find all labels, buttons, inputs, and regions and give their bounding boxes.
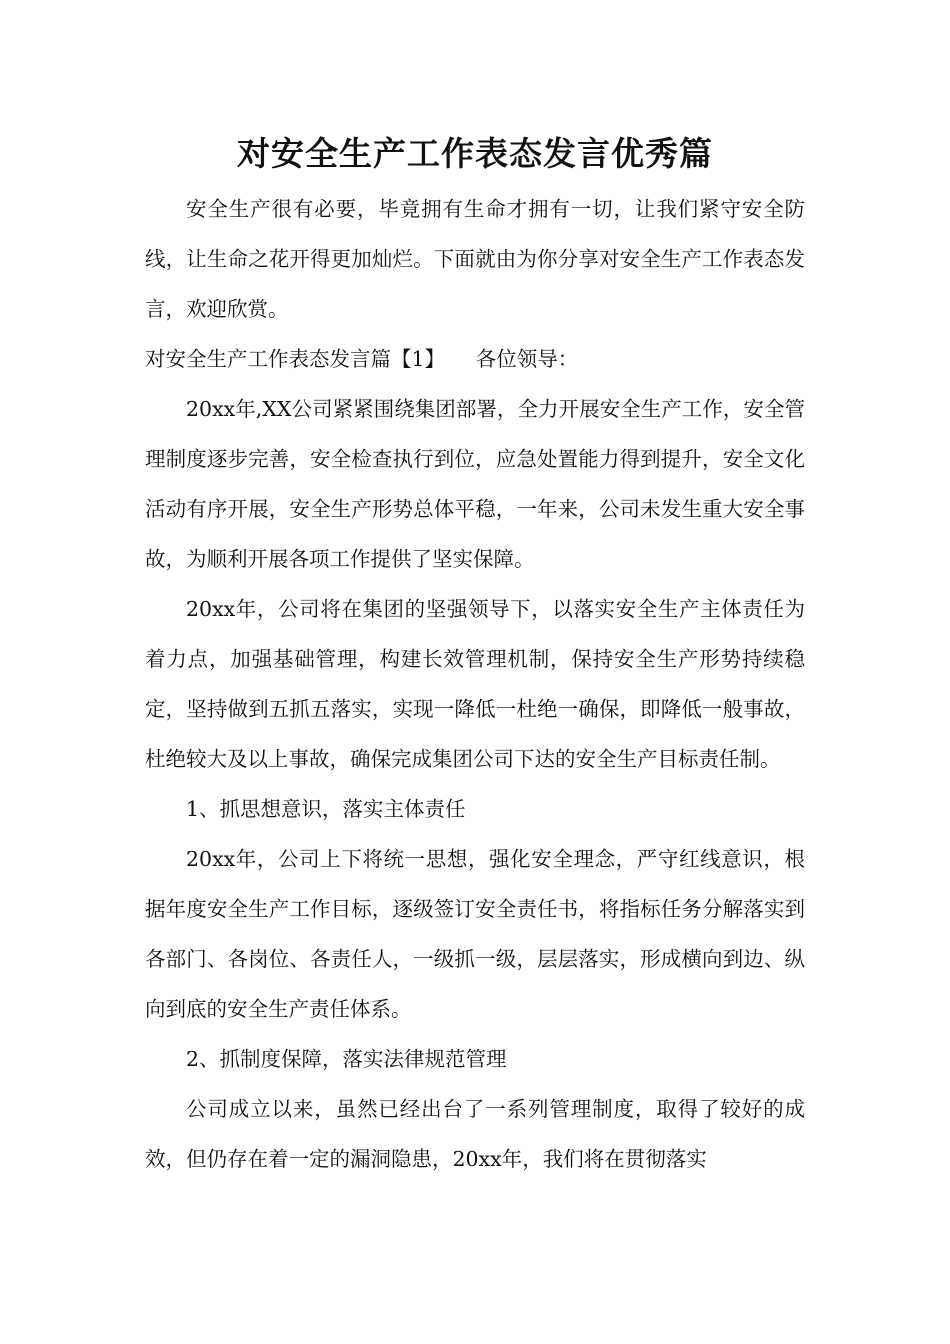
paragraph-1: 20xx年,XX公司紧紧围绕集团部署，全力开展安全生产工作，安全管理制度逐步完善，安全检查执行到位，应急处置能力得到提升，安全文化活动有序开展，安全生产形势总体平稳，一年来，公司未发生重大安全事故，为顺利开展各项工作提供了坚实保障。: [145, 397, 805, 571]
paragraph-3: 20xx年，公司上下将统一思想，强化安全理念，严守红线意识，根据年度安全生产工作目标，逐级签订安全责任书，将指标任务分解落实到各部门、各岗位、各责任人，一级抓一级，层层落实，形成横向到边、纵向到底的安全生产责任体系。: [145, 847, 805, 1021]
document-page: [145, 128, 805, 1184]
subheading-1: 1、抓思想意识，落实主体责任: [186, 797, 466, 821]
paragraph-2: 20xx年，公司将在集团的坚强领导下，以落实安全生产主体责任为着力点，加强基础管理，构建长效管理机制，保持安全生产形势持续稳定，坚持做到五抓五落实，实现一降低一杜绝一确保，即降低一般事故，杜绝较大及以上事故，确保完成集团公司下达的安全生产目标责任制。: [145, 597, 805, 771]
intro-paragraph: 安全生产很有必要，毕竟拥有生命才拥有一切，让我们紧守安全防线，让生命之花开得更加灿烂。下面就由为你分享对安全生产工作表态发言，欢迎欣赏。: [145, 197, 805, 321]
document-title: 对安全生产工作表态发言优秀篇: [237, 134, 713, 173]
paragraph-4: 公司成立以来，虽然已经出台了一系列管理制度，取得了较好的成效，但仍存在着一定的漏洞隐患，20xx年，我们将在贯彻落实: [145, 1097, 805, 1171]
subheading-2: 2、抓制度保障，落实法律规范管理: [186, 1047, 507, 1071]
section-heading: 对安全生产工作表态发言篇【1】 各位领导：: [145, 347, 579, 371]
